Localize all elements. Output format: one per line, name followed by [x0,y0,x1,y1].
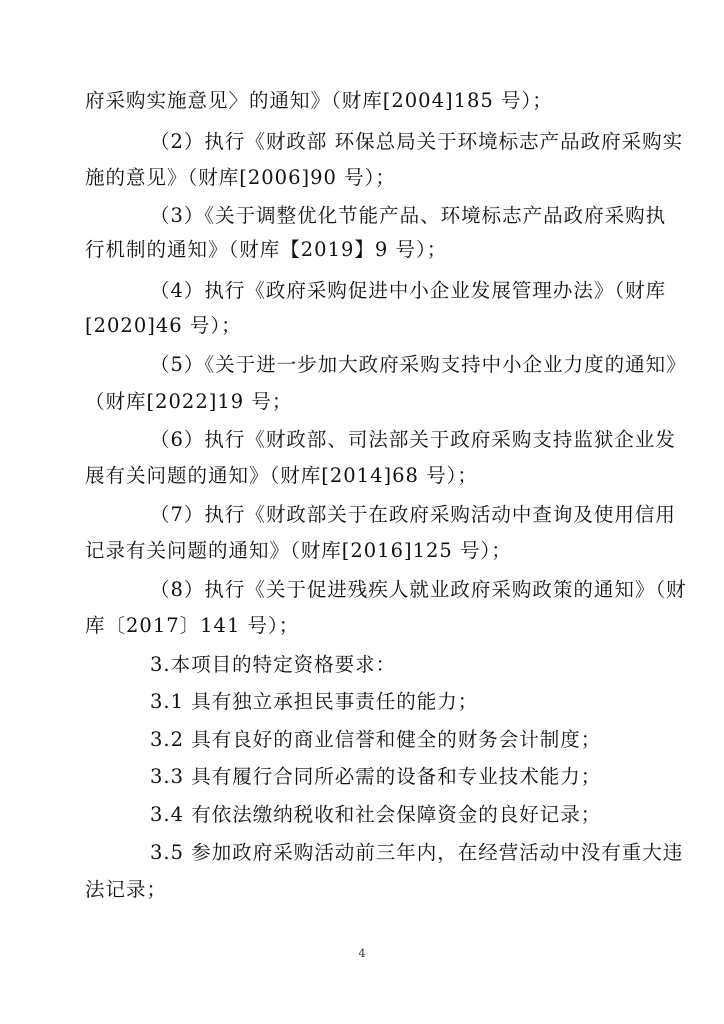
text-line: 法记录； [85,878,168,901]
text-line: 3.2 具有良好的商业信誉和健全的财务会计制度； [150,728,602,751]
text-line: （2）执行《财政部 环保总局关于环境标志产品政府采购实 [150,130,684,153]
text-line: （7）执行《财政部关于在政府采购活动中查询及使用信用 [150,503,676,526]
text-line: [2020]46 号）； [85,314,242,337]
text-line: （6）执行《财政部、司法部关于政府采购支持监狱企业发 [150,428,676,451]
text-line: （8）执行《关于促进残疾人就业政府采购政策的通知》（财 [150,578,687,601]
text-line: 记录有关问题的通知》（财库[2016]125 号）； [85,539,512,562]
text-line: 3.本项目的特定资格要求： [150,653,397,676]
text-line: 3.3 具有履行合同所必需的设备和专业技术能力； [150,765,602,788]
text-line: （5）《关于进一步加大政府采购支持中小企业力度的通知》 [150,353,687,376]
text-line: 库〔2017〕141 号）； [85,614,300,637]
text-line: 行机制的通知》（财库【2019】9 号）； [85,238,448,261]
page-number: 4 [358,947,366,960]
text-line: 府采购实施意见〉的通知》（财库[2004]185 号）； [85,89,553,112]
text-line: （财库[2022]19 号； [85,390,293,413]
text-line: 施的意见》（财库[2006]90 号）； [85,166,396,189]
text-line: （3）《关于调整优化节能产品、环境标志产品政府采购执 [150,204,667,227]
text-line: 3.1 具有独立承担民事责任的能力； [150,690,479,713]
text-line: 展有关问题的通知》（财库[2014]68 号）； [85,464,478,487]
text-line: 3.5 参加政府采购活动前三年内，在经营活动中没有重大违 [150,841,684,864]
text-line: 3.4 有依法缴纳税收和社会保障资金的良好记录； [150,803,602,826]
text-line: （4）执行《政府采购促进中小企业发展管理办法》（财库 [150,279,667,302]
